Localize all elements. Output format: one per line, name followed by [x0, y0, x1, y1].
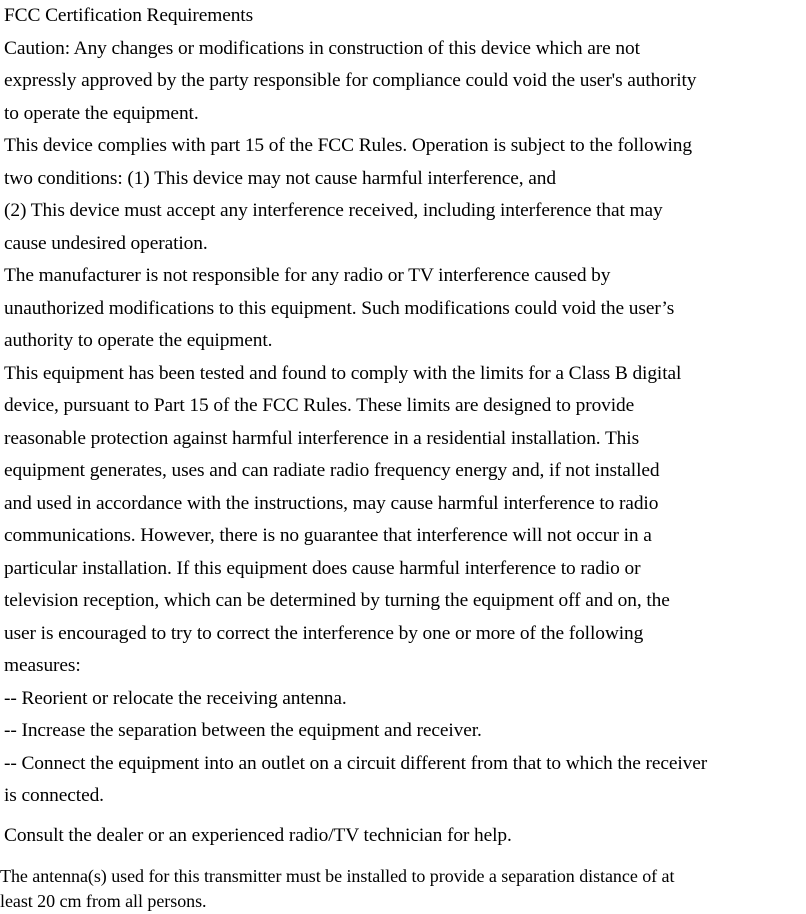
fcc-document: [4, 0, 804, 851]
class-b-statement-paragraph: [4, 358, 804, 683]
text-line: reasonable protection against harmful interference in a residential installation. This: [4, 427, 640, 449]
text-line: two conditions: (1) This device may not cause harmful interference, and: [4, 167, 556, 189]
text-line: The manufacturer is not responsible for any radio or TV interference caused by: [4, 265, 611, 286]
list-item: is connected.: [4, 785, 104, 806]
list-item: -- Reorient or relocate the receiving antenna.: [4, 687, 347, 709]
text-line: unauthorized modifications to this equipment. Such modifications could void the user’s: [4, 297, 675, 319]
paragraph-gap: [4, 813, 804, 821]
text-line: device, pursuant to Part 15 of the FCC Rules. These limits are designed to provide: [4, 395, 635, 416]
part15-conditions-paragraph: [4, 130, 804, 260]
consult-dealer-line: Consult the dealer or an experienced radio/TV technician for help.: [4, 824, 512, 846]
text-line: television reception, which can be determined by turning the equipment off and on, the: [4, 590, 670, 611]
text-line: cause undesired operation.: [4, 232, 208, 254]
text-line: expressly approved by the party responsible for compliance could void the user's authority: [4, 70, 697, 91]
manufacturer-disclaimer-paragraph: [4, 260, 804, 358]
text-line: This equipment has been tested and found to comply with the limits for a Class B digital: [4, 362, 682, 384]
text-line: Caution: Any changes or modifications in construction of this device which are not: [4, 37, 640, 59]
text-line: This device complies with part 15 of the FCC Rules. Operation is subject to the following: [4, 135, 692, 156]
text-line: to operate the equipment.: [4, 102, 199, 124]
rf-exposure-notice: [0, 864, 806, 914]
notice-line: The antenna(s) used for this transmitter must be installed to provide a separation distance of at: [0, 866, 675, 886]
list-item: -- Increase the separation between the equipment and receiver.: [4, 720, 482, 741]
text-line: authority to operate the equipment.: [4, 330, 273, 351]
text-line: (2) This device must accept any interference received, including interference that may: [4, 200, 663, 221]
text-line: user is encouraged to try to correct the interference by one or more of the following: [4, 622, 644, 644]
text-line: communications. However, there is no guarantee that interference will not occur in a: [4, 525, 652, 546]
text-line: equipment generates, uses and can radiate radio frequency energy and, if not installed: [4, 460, 660, 481]
document-title: FCC Certification Requirements: [4, 5, 254, 26]
measures-list: [4, 683, 804, 813]
text-line: particular installation. If this equipment does cause harmful interference to radio or: [4, 557, 641, 579]
list-item: -- Connect the equipment into an outlet on a circuit different from that to which the receiver: [4, 752, 708, 774]
caution-paragraph: [4, 33, 804, 131]
notice-line: least 20 cm from all persons.: [0, 891, 207, 911]
text-line: measures:: [4, 655, 81, 676]
text-line: and used in accordance with the instructions, may cause harmful interference to radio: [4, 492, 659, 514]
